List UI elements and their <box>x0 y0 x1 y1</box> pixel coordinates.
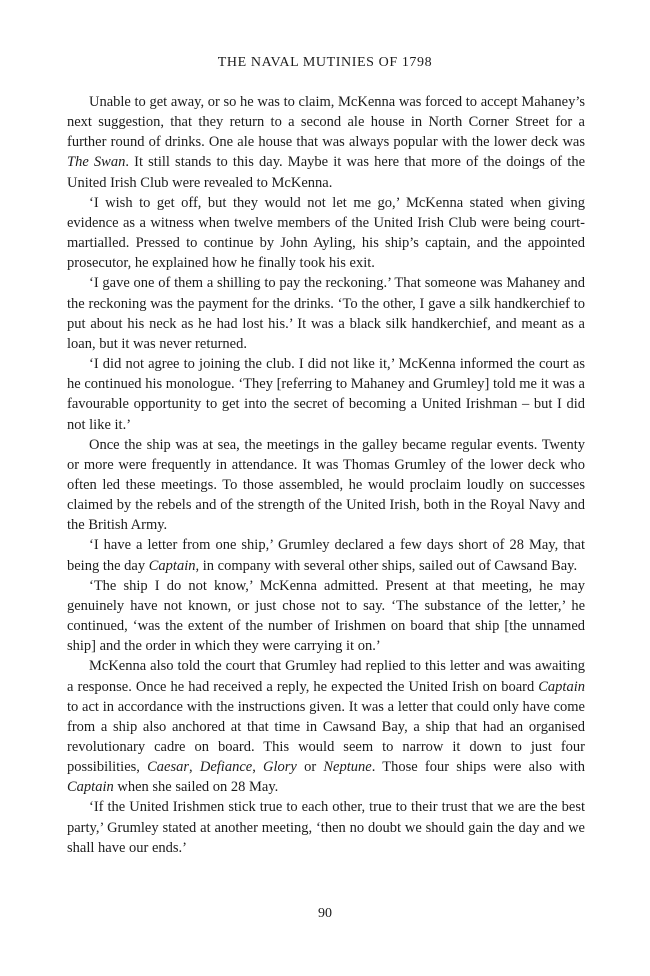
text-run: ‘I wish to get off, but they would not let me go,’ McKenna stated when giving evidence as a witness when twelve members of the United Irish Club were being court-martialled. Pressed to continue by John Ayling, his ship’s captain, and the appointed prosecutor, he explained how he finally took his exit. <box>67 194 585 272</box>
italic-text: Captain <box>67 779 114 796</box>
italic-text: Captain <box>538 678 585 695</box>
text-run: . Those four ships were also with <box>371 759 585 776</box>
page-number: 90 <box>318 906 332 921</box>
text-run: ‘I have a letter from one ship,’ Grumley declared a few days short of 28 May, that being the day <box>67 537 585 574</box>
italic-text: Caesar <box>147 759 190 776</box>
text-run: ‘If the United Irishmen stick true to each other, true to their trust that we are the best party,’ Grumley stated at another meeting, ‘then no doubt we should gain the day and we shall have our ends.’ <box>67 799 585 856</box>
paragraph <box>67 354 585 435</box>
text-run: ‘I gave one of them a shilling to pay the reckoning.’ That someone was Mahaney and the reckoning was the payment for the drinks. ‘To the other, I gave a silk handkerchief to put about his neck as he had lost his.’ It was a black silk handkerchief, and meant as a loan, but it was never returned. <box>67 275 585 352</box>
text-run: ‘I did not agree to joining the club. I did not like it,’ McKenna informed the court as he continued his monologue. ‘They [referring to Mahaney and Grumley] told me it was a favourable opportunity to get into the secret of becoming a United Irishman – but I did not like it.’ <box>67 356 585 433</box>
text-run: , <box>189 759 200 776</box>
text-run: , <box>252 759 264 776</box>
running-head: THE NAVAL MUTINIES OF 1798 <box>217 55 433 70</box>
paragraph <box>67 92 585 193</box>
paragraph <box>67 797 585 857</box>
paragraph <box>67 273 585 354</box>
italic-text: Captain, <box>148 557 200 574</box>
text-run: . It still stands to this day. Maybe it was here that more of the doings of the United Irish Club were revealed to McKenna. <box>67 154 586 191</box>
italic-text: Neptune <box>323 759 372 776</box>
italic-text: Glory <box>263 759 297 776</box>
paragraph <box>67 656 585 797</box>
italic-text: Defiance <box>199 759 253 776</box>
paragraph <box>67 193 585 274</box>
paragraph <box>67 535 585 575</box>
text-run: Unable to get away, or so he was to claim, McKenna was forced to accept Mahaney’s next suggestion, that they return to a second ale house in North Corner Street for a further round of drinks. One ale house that was always popular with the lower deck was <box>67 94 585 151</box>
text-run: to act in accordance with the instructions given. It was a letter that could only have come from a ship also anchored at that time in Cawsand Bay, a ship that had an organised revolutionary cadre on board. This would seem to narrow it down to just four possibilities, <box>67 698 585 776</box>
text-run: when she sailed on 28 May. <box>113 779 279 796</box>
text-run: McKenna also told the court that Grumley had replied to this letter and was awaiting a response. Once he had received a reply, he expected the United Irish on board <box>67 658 585 695</box>
paragraph <box>67 435 585 536</box>
text-run: Once the ship was at sea, the meetings in the galley became regular events. Twenty or more were frequently in attendance. It was Thomas Grumley of the lower deck who often led these meetings. To those assembled, he would proclaim loudly on successes claimed by the rebels and of the strength of the United Irish, both in the Royal Navy and the British Army. <box>67 436 585 534</box>
paragraph <box>67 576 585 657</box>
text-run: in company with several other ships, sailed out of Cawsand Bay. <box>199 557 578 574</box>
text-run: ‘The ship I do not know,’ McKenna admitted. Present at that meeting, he may genuinely have not known, or just chose not to say. ‘The substance of the letter,’ he continued, ‘was the extent of the number of Irishmen on board that ship [the unnamed ship] and the order in which they were carrying it on.’ <box>67 577 585 655</box>
text-run: or <box>296 759 324 776</box>
body-text <box>67 92 585 858</box>
italic-text: The Swan <box>67 154 126 171</box>
